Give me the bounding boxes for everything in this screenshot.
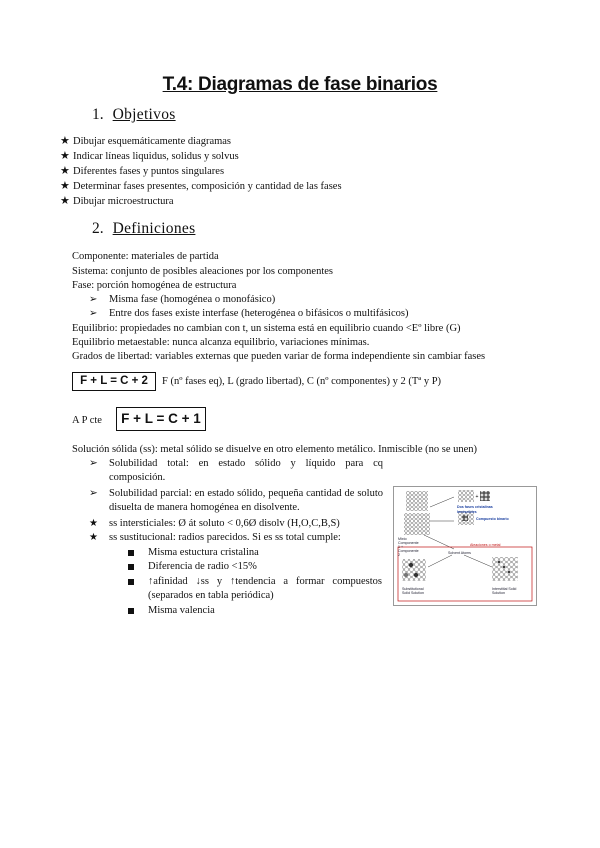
condition-item: Diferencia de radio <15% — [128, 560, 257, 574]
fase-subitem: ➢ Entre dos fases existe interfase (heterogénea o bifásicos o multifásicos) — [89, 308, 409, 319]
arrow-bullet-icon: ➢ — [89, 308, 98, 319]
atom-cluster — [406, 491, 428, 511]
solubilidad-total: Solubilidad total: en estado sólido y líquido para cq composición. — [109, 458, 383, 483]
definition-equilibrio: Equilibrio: propiedades no cambian con t, un sistema está en equilibrio cuando <Eº libre (G) — [72, 323, 461, 334]
objective-item: ★ Determinar fases presentes, composición y cantidad de las fases — [60, 180, 342, 192]
condition-item: Misma estuctura cristalina — [128, 546, 259, 560]
definition-componente: Componente: materiales de partida — [72, 251, 219, 262]
figure-label: Compuesto binario — [476, 517, 509, 521]
fase-subitem: ➢ Misma fase (homogénea o monofásico) — [89, 294, 276, 305]
solucion-solida-intro: Solución sólida (ss): metal sólido se disuelve en otro elemento metálico. Inmiscible (no se unen) — [72, 444, 478, 455]
figure-label: Aleaciones o metal — [470, 543, 501, 547]
definition-sistema: Sistema: conjunto de posibles aleaciones por los componentes — [72, 266, 333, 277]
star-bullet-icon: ★ — [60, 135, 70, 147]
star-bullet-icon: ★ — [89, 518, 98, 529]
condition-item — [128, 575, 148, 589]
phase-rule-formula: F + L = C + 2 — [72, 372, 156, 391]
star-bullet-icon: ★ — [60, 195, 70, 207]
arrow-bullet-icon: ➢ — [89, 294, 98, 305]
section-label: Objetivos — [112, 106, 176, 123]
objective-item: ★ Diferentes fases y puntos singulares — [60, 165, 225, 177]
square-bullet-icon — [128, 608, 134, 614]
square-bullet-icon — [128, 564, 134, 570]
solubilidad-parcial: Solubilidad parcial: en estado sólido, pequeña cantidad de soluto disuelta de manera homogénea en disolvente. — [109, 488, 383, 513]
figure-label: Interstitial Solid Solution — [492, 587, 517, 595]
figure-label: Inmiscibles — [457, 510, 477, 514]
condition-item: Misma valencia — [128, 604, 215, 618]
figure-label: Solvent Atoms — [448, 551, 471, 555]
star-bullet-icon: ★ — [60, 180, 70, 192]
condition-afinidad: ↑afinidad ↓ss y ↑tendencia a formar compuestos (separados en tabla periódica) — [148, 576, 382, 601]
ss-sustitucional: ★ ss sustitucional: radios parecidos. Si es ss total cumple: — [89, 532, 341, 543]
objective-item: ★ Indicar líneas liquidus, solidus y solvus — [60, 150, 239, 162]
svg-text:+: + — [475, 494, 479, 500]
definition-grados: Grados de libertad: variables externas que pueden variar de forma independiente sin cambiar fases — [72, 351, 486, 362]
phase-rule-description: F (nº fases eq), L (grado libertad), C (nº componentes) y 2 (Tª y P) — [162, 376, 442, 387]
star-bullet-icon: ★ — [89, 532, 98, 543]
objective-item: ★ Dibujar esquemáticamente diagramas — [60, 135, 232, 147]
section-heading-objetivos — [92, 106, 176, 124]
square-bullet-icon — [128, 579, 134, 585]
arrow-bullet-icon: ➢ — [89, 488, 98, 499]
figure-label: Substitutional Solid Solution — [402, 587, 424, 595]
definition-fase: Fase: porción homogénea de estructura — [72, 280, 237, 291]
definition-metaestable: Equilibrio metaestable: nunca alcanza equilibrio, variaciones mínimas. — [72, 337, 370, 348]
figure-label: Dos fases cristalinas — [457, 505, 493, 509]
section-label: Definiciones — [112, 220, 196, 237]
phase-rule-formula-cte: F + L = C + 1 — [116, 407, 206, 431]
page-title: T.4: Diagramas de fase binarios — [162, 74, 438, 95]
star-bullet-icon: ★ — [60, 165, 70, 177]
section-number: 2. — [92, 220, 104, 237]
section-heading-definiciones — [92, 220, 195, 238]
constant-pressure-label: A P cte — [72, 415, 102, 426]
square-bullet-icon — [128, 550, 134, 556]
arrow-bullet-icon: ➢ — [89, 458, 98, 469]
solid-solution-figure — [393, 486, 537, 606]
atom-cluster — [404, 513, 430, 535]
section-number: 1. — [92, 106, 104, 123]
objective-item: ★ Dibujar microestructura — [60, 195, 174, 207]
star-bullet-icon: ★ — [60, 150, 70, 162]
figure-label: Mixto Componente 1 + Componente 2 — [398, 537, 419, 557]
ss-intersticiales: ★ ss intersticiales: Ø át soluto < 0,6Ø disolv (H,O,C,B,S) — [89, 518, 340, 529]
